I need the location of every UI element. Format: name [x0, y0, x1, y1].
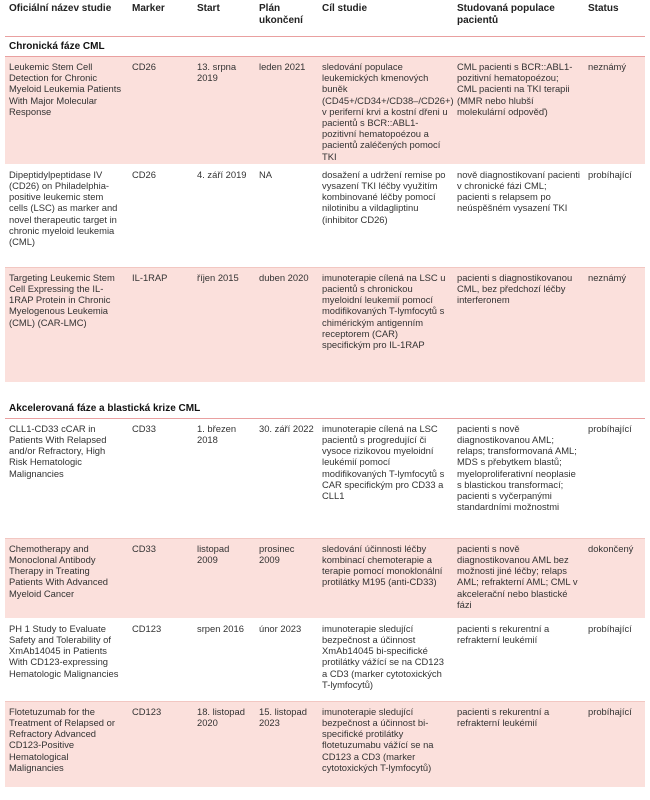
cell-start: srpen 2016: [193, 618, 255, 701]
header-population: Studovaná populace pacientů: [453, 0, 584, 37]
cell-name: Dipeptidylpeptidase IV (CD26) on Philadelphia-positive leukemic stem cells (LSC) as marker and novel therapeutic target in chronic myeloid leukemia (CML): [5, 164, 128, 267]
cell-marker: CD33: [128, 538, 193, 618]
cell-plan: NA: [255, 164, 318, 267]
cell-marker: IL-1RAP: [128, 267, 193, 382]
cell-start: říjen 2015: [193, 267, 255, 382]
cell-status: neznámý: [584, 57, 645, 165]
cell-population: CML pacienti s BCR::ABL1-pozitivní hematopoézou; CML pacienti na TKI terapii (MMR nebo hlubší molekulární odpověď): [453, 57, 584, 165]
header-marker: Marker: [128, 0, 193, 37]
cell-marker: CD123: [128, 618, 193, 701]
cell-marker: CD33: [128, 418, 193, 538]
header-goal: Cíl studie: [318, 0, 453, 37]
clinical-trials-table: [5, 0, 645, 788]
section-title: Chronická fáze CML: [5, 37, 645, 57]
cell-plan: 30. září 2022: [255, 418, 318, 538]
cell-name: Flotetuzumab for the Treatment of Relapsed or Refractory Advanced CD123-Positive Hematological Malignancies: [5, 701, 128, 787]
cell-name: Leukemic Stem Cell Detection for Chronic Myeloid Leukemia Patients With Major Molecular Response: [5, 57, 128, 165]
table-row: [5, 418, 645, 538]
cell-plan: prosinec 2009: [255, 538, 318, 618]
header-name: Oficiální název studie: [5, 0, 128, 37]
cell-plan: duben 2020: [255, 267, 318, 382]
cell-goal: sledování populace leukemických kmenových buněk (CD45+/CD34+/CD38–/CD26+) v periferní krvi a kostní dřeni u pacientů s BCR::ABL1-pozitivní hematopoézou a pacientů zaléčených pomocí TKI: [318, 57, 453, 165]
table-row: [5, 618, 645, 701]
cell-status: dokončený: [584, 538, 645, 618]
cell-status: neznámý: [584, 267, 645, 382]
table-row: [5, 701, 645, 787]
header-plan: Plán ukončení: [255, 0, 318, 37]
cell-start: 18. listopad 2020: [193, 701, 255, 787]
cell-goal: imunoterapie sledující bezpečnost a účinnost bi-specifické protilátky flotetuzumabu vážící se na CD123 a CD3 (marker cytotoxických T-lymfocytů): [318, 701, 453, 787]
header-row: [5, 0, 645, 37]
table-row: [5, 267, 645, 382]
cell-plan: únor 2023: [255, 618, 318, 701]
cell-population: nově diagnostikovaní pacienti v chronické fázi CML; pacienti s relapsem po neúspěšném vysazení TKI: [453, 164, 584, 267]
cell-name: Targeting Leukemic Stem Cell Expressing the IL-1RAP Protein in Chronic Myelogenous Leukemia (CML) (CAR-LMC): [5, 267, 128, 382]
cell-name: Chemotherapy and Monoclonal Antibody Therapy in Treating Patients With Advanced Myeloid Cancer: [5, 538, 128, 618]
section-spacer: [5, 382, 645, 399]
cell-marker: CD123: [128, 701, 193, 787]
header-start: Start: [193, 0, 255, 37]
cell-goal: imunoterapie cílená na LSC pacientů s progredující či vysoce rizikovou myeloidní leukémií pomocí modifikovaných T-lymfocytů s CAR specifickým pro CD33 a CLL1: [318, 418, 453, 538]
cell-population: pacienti s diagnostikovanou CML, bez předchozí léčby interferonem: [453, 267, 584, 382]
cell-goal: sledování účinnosti léčby kombinací chemoterapie a terapie pomocí monoklonální protilátky M195 (anti-CD33): [318, 538, 453, 618]
cell-population: pacienti s rekurentní a refrakterní leukémií: [453, 701, 584, 787]
cell-start: 1. březen 2018: [193, 418, 255, 538]
table-row: [5, 538, 645, 618]
cell-name: CLL1-CD33 cCAR in Patients With Relapsed and/or Refractory, High Risk Hematologic Malignancies: [5, 418, 128, 538]
cell-population: pacienti s nově diagnostikovanou AML bez možnosti jiné léčby; relaps AML; refrakterní AML; CML v akcelerační nebo blastické fázi: [453, 538, 584, 618]
section-title: Akcelerovaná fáze a blastická krize CML: [5, 399, 645, 419]
cell-name: PH 1 Study to Evaluate Safety and Tolerability of XmAb14045 in Patients With CD123-expressing Hematologic Malignancies: [5, 618, 128, 701]
cell-goal: dosažení a udržení remise po vysazení TKI léčby využitím kombinované léčby pomocí nilotinibu a vildagliptinu (inhibitor CD26): [318, 164, 453, 267]
cell-goal: imunoterapie cílená na LSC u pacientů s chronickou myeloidní leukemií pomocí modifikovaných T-lymfocytů s chimérickým antigenním receptorem (CAR) specifickým pro IL-1RAP: [318, 267, 453, 382]
cell-population: pacienti s nově diagnostikovanou AML; relaps; transformovaná AML; MDS s přebytkem blastů; myeloproliferativní neoplasie s blastickou transformací; pacienti s vyčerpanými standardními možnostmi: [453, 418, 584, 538]
cell-plan: 15. listopad 2023: [255, 701, 318, 787]
cell-start: 4. září 2019: [193, 164, 255, 267]
cell-goal: imunoterapie sledující bezpečnost a účinnost XmAb14045 bi-specifické protilátky vážící se na CD123 a CD3 (marker cytotoxických T-lymfocytů): [318, 618, 453, 701]
cell-plan: leden 2021: [255, 57, 318, 165]
section-row-chronic: [5, 37, 645, 57]
cell-status: probíhající: [584, 164, 645, 267]
cell-start: listopad 2009: [193, 538, 255, 618]
table-row: [5, 57, 645, 165]
cell-population: pacienti s rekurentní a refrakterní leukémií: [453, 618, 584, 701]
cell-status: probíhající: [584, 418, 645, 538]
cell-status: probíhající: [584, 618, 645, 701]
section-row-accelerated: [5, 399, 645, 419]
cell-start: 13. srpna 2019: [193, 57, 255, 165]
cell-marker: CD26: [128, 164, 193, 267]
header-status: Status: [584, 0, 645, 37]
cell-marker: CD26: [128, 57, 193, 165]
table-row: [5, 164, 645, 267]
cell-status: probíhající: [584, 701, 645, 787]
